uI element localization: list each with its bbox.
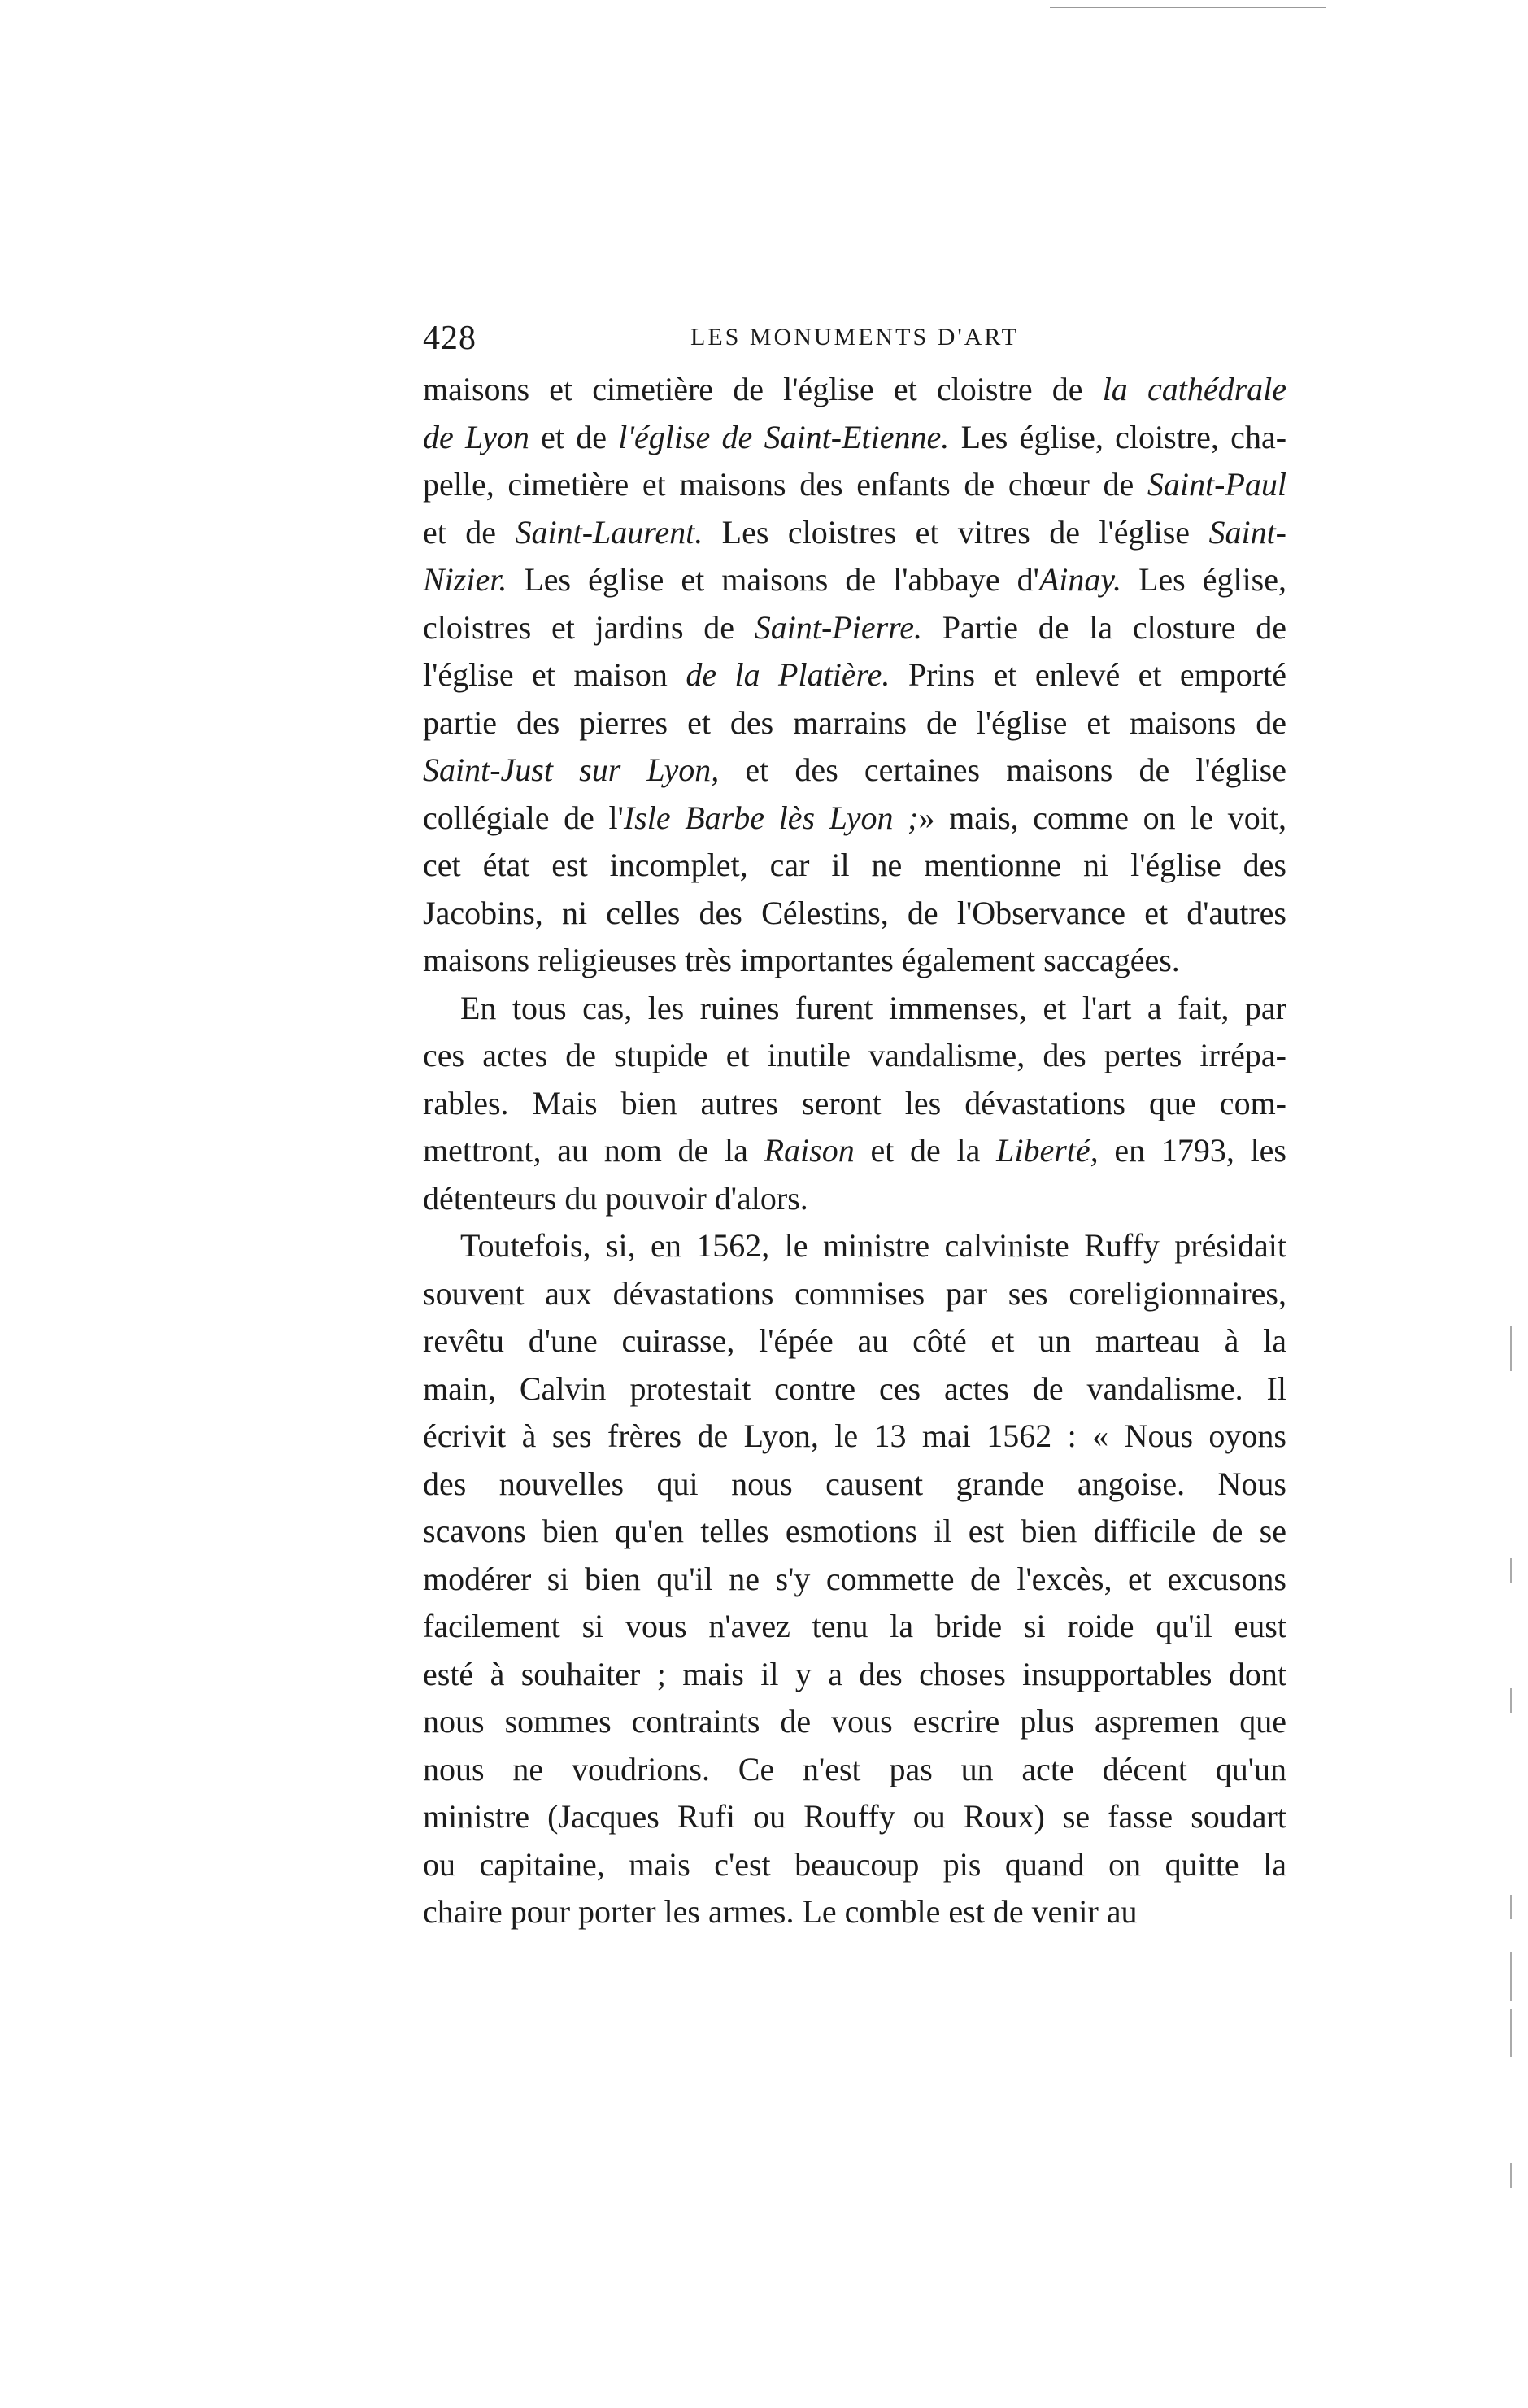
text-run: et des certaines maisons de l'église: [719, 751, 1287, 788]
scan-mark: [1510, 1326, 1512, 1371]
text-line: [423, 1841, 1286, 1889]
text-line: [423, 1888, 1286, 1936]
text-line: [423, 1080, 1286, 1128]
text-run: revêtu d'une cuirasse, l'épée au côté et un marteau à la: [423, 1322, 1286, 1359]
text-run: et de: [529, 418, 619, 455]
italic-text: Nizier.: [423, 561, 507, 598]
running-title: LES MONUMENTS D'ART: [690, 324, 1019, 351]
text-run: maisons et cimetière de l'église et cloistre de: [423, 371, 1103, 407]
text-run: Les cloistres et vitres de l'église: [703, 513, 1209, 551]
text-run: nous sommes contraints de vous escrire plus aspremen que: [423, 1703, 1286, 1740]
text-run: facilement si vous n'avez tenu la bride si roide qu'il eust: [423, 1608, 1286, 1644]
italic-text: Saint-Paul: [1147, 466, 1286, 503]
text-run: cet état est incomplet, car il ne mentionne ni l'église des: [423, 847, 1286, 883]
text-line: [423, 842, 1286, 890]
scan-mark: [1510, 1895, 1512, 1919]
text-run: ministre (Jacques Rufi ou Rouffy ou Roux) se fasse soudart: [423, 1798, 1286, 1835]
text-run: ou capitaine, mais c'est beaucoup pis quand on quitte la: [423, 1845, 1286, 1883]
text-line: [423, 1413, 1286, 1461]
text-line: [423, 1317, 1286, 1365]
italic-text: Isle Barbe lès Lyon ;: [623, 799, 919, 836]
text-run: chaire pour porter les armes. Le comble est de venir au: [423, 1893, 1138, 1930]
page-number: 428: [423, 320, 477, 357]
text-run: Partie de la closture de: [922, 608, 1286, 646]
paragraph: [423, 1222, 1286, 1936]
italic-text: Saint-Pierre.: [754, 608, 922, 646]
text-run: maisons religieuses très importantes également saccagées.: [423, 942, 1180, 978]
text-run: en 1793, les: [1098, 1132, 1286, 1169]
text-run: modérer si bien qu'il ne s'y commette de l'excès, et excusons: [423, 1560, 1286, 1597]
text-run: mettront, au nom de la: [423, 1132, 764, 1169]
text-line: [423, 651, 1286, 699]
scan-mark: [1510, 1688, 1512, 1713]
text-run: main, Calvin protestait contre ces actes de vandalisme. Il: [423, 1369, 1286, 1407]
text-line: [423, 461, 1286, 509]
page-header: [423, 319, 1286, 368]
scan-mark: [1510, 1952, 1512, 2001]
text-run: écrivit à ses frères de Lyon, le 13 mai 1562 : « Nous oyons: [423, 1417, 1286, 1454]
text-line: [423, 1556, 1286, 1604]
italic-text: Saint-Just sur Lyon,: [423, 751, 720, 788]
italic-text: l'église de Saint-Etienne.: [618, 418, 950, 455]
text-run: collégiale de l': [423, 799, 624, 836]
text-run: esté à souhaiter ; mais il y a des choses insupportables dont: [423, 1655, 1286, 1692]
text-run: des nouvelles qui nous causent grande angoise. Nous: [423, 1465, 1286, 1502]
text-line: [423, 747, 1286, 795]
scan-mark: [1510, 2163, 1512, 2188]
text-line: [423, 890, 1286, 938]
page-body: [423, 366, 1286, 1936]
text-line: [423, 604, 1286, 652]
text-run: Les église,: [1121, 561, 1287, 598]
text-line: [423, 414, 1286, 462]
text-run: Jacobins, ni celles des Célestins, de l'Observance et d'autres: [423, 894, 1286, 931]
text-run: En tous cas, les ruines furent immenses, et l'art a fait, par: [460, 989, 1286, 1026]
text-run: pelle, cimetière et maisons des enfants de chœur de: [423, 466, 1147, 503]
text-line: [423, 1508, 1286, 1556]
text-line: [423, 366, 1286, 414]
text-line: [423, 1746, 1286, 1794]
italic-text: Saint-: [1208, 513, 1286, 551]
text-run: Prins et enlevé et emporté: [890, 656, 1286, 693]
scan-mark: [1510, 1558, 1512, 1583]
text-line: [423, 699, 1286, 747]
italic-text: Raison: [764, 1132, 855, 1169]
italic-text: de la Platière.: [686, 656, 890, 693]
text-run: ces actes de stupide et inutile vandalisme, des pertes irrépa-: [423, 1037, 1286, 1073]
text-line: [423, 509, 1286, 557]
text-run: cloistres et jardins de: [423, 608, 755, 646]
text-line: [423, 985, 1286, 1033]
text-line: [423, 1365, 1286, 1413]
text-run: et de la: [854, 1132, 997, 1169]
text-run: rables. Mais bien autres seront les dévastations que com-: [423, 1084, 1286, 1121]
text-line: [423, 1793, 1286, 1841]
paragraph: [423, 985, 1286, 1223]
italic-text: la cathédrale: [1102, 371, 1287, 407]
italic-text: Ainay.: [1038, 561, 1121, 598]
text-run: scavons bien qu'en telles esmotions il est bien difficile de se: [423, 1513, 1286, 1549]
text-line: [423, 1127, 1286, 1175]
text-run: Les église et maisons de l'abbaye d': [507, 561, 1039, 598]
italic-text: Saint-Laurent.: [515, 513, 703, 551]
italic-text: de Lyon: [423, 418, 529, 455]
text-run: détenteurs du pouvoir d'alors.: [423, 1179, 808, 1217]
text-line: [423, 1603, 1286, 1651]
text-run: l'église et maison: [423, 656, 686, 693]
text-run: et de: [423, 513, 516, 551]
text-line: [423, 1175, 1286, 1223]
text-run: » mais, comme on le voit,: [918, 799, 1287, 836]
text-run: partie des pierres et des marrains de l'église et maisons de: [423, 703, 1286, 741]
text-run: Toutefois, si, en 1562, le ministre calviniste Ruffy présidait: [460, 1227, 1286, 1264]
scan-mark: [1050, 7, 1326, 8]
text-line: [423, 1461, 1286, 1509]
scan-mark: [1510, 2009, 1512, 2057]
text-line: [423, 937, 1286, 985]
text-line: [423, 1270, 1286, 1318]
text-line: [423, 1032, 1286, 1080]
text-line: [423, 795, 1286, 843]
text-run: Les église, cloistre, cha-: [949, 418, 1287, 455]
paragraph: [423, 366, 1286, 985]
text-line: [423, 556, 1286, 604]
text-run: nous ne voudrions. Ce n'est pas un acte décent qu'un: [423, 1750, 1286, 1787]
text-line: [423, 1651, 1286, 1699]
text-line: [423, 1698, 1286, 1746]
text-run: souvent aux dévastations commises par ses coreligionnaires,: [423, 1274, 1286, 1312]
text-line: [423, 1222, 1286, 1270]
italic-text: Liberté,: [996, 1132, 1099, 1169]
